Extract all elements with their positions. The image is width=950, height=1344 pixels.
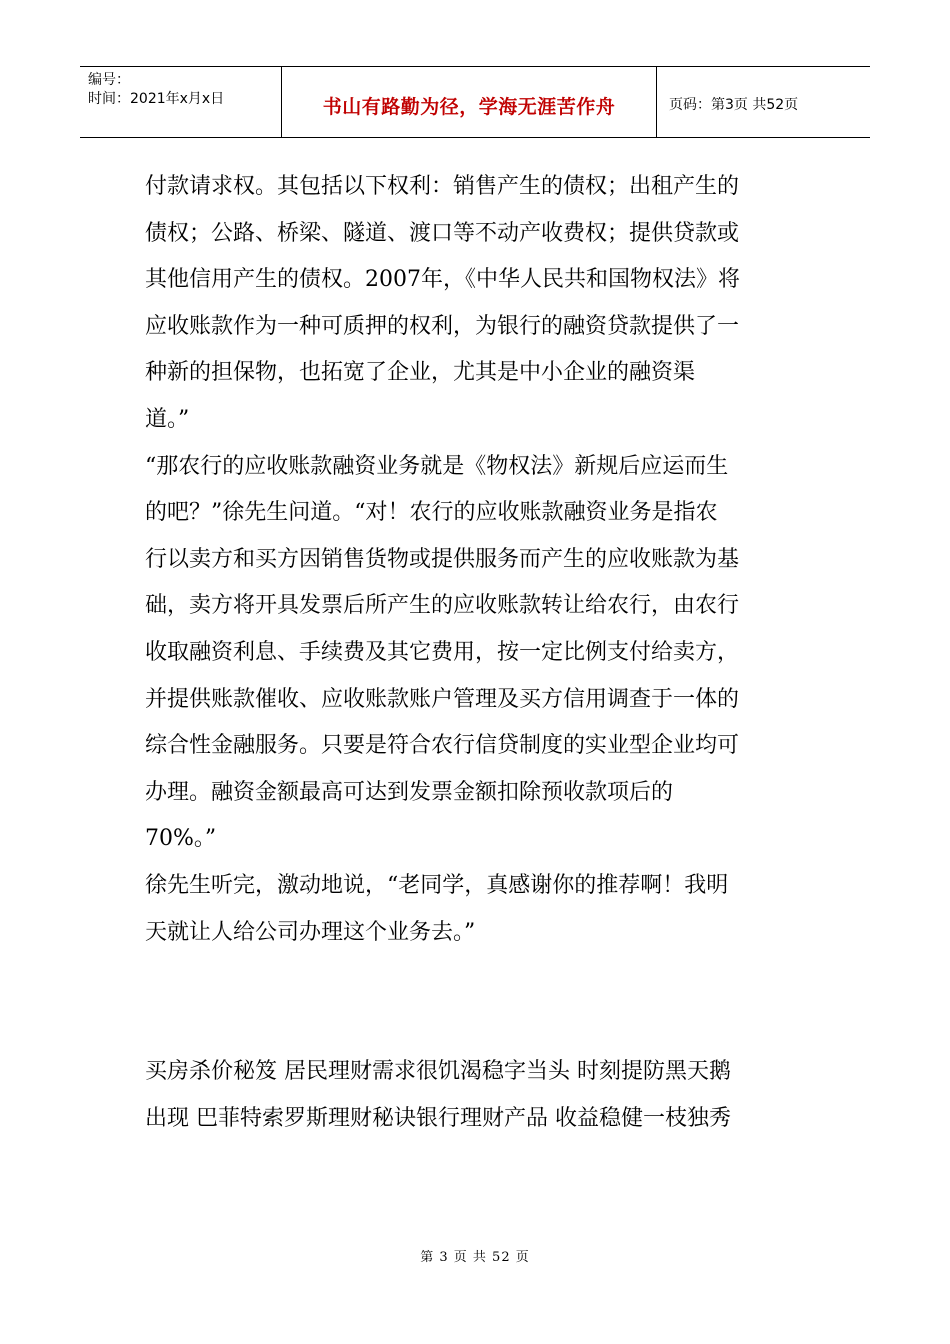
page-footer: 第 3 页 共 52 页 <box>420 1250 530 1265</box>
body-line: 并提供账款催收、应收账款账户管理及买方信用调查于一体的 <box>145 686 740 712</box>
page-header <box>80 66 870 138</box>
document-body <box>145 164 805 1142</box>
header-motto-cell <box>282 67 657 137</box>
body-line: 天就让人给公司办理这个业务去。” <box>145 919 476 945</box>
body-line: 其他信用产生的债权。2007年，《中华人民共和国物权法》将 <box>145 267 740 293</box>
related-articles-line: 买房杀价秘笈 居民理财需求很饥渴稳字当头 时刻提防黑天鹅 <box>145 1059 731 1085</box>
body-line: 债权；公路、桥梁、隧道、渡口等不动产收费权；提供贷款或 <box>145 220 740 246</box>
body-line: 础，卖方将开具发票后所产生的应收账款转让给农行，由农行 <box>145 593 740 619</box>
header-motto: 书山有路勤为径，学海无涯苦作舟 <box>322 95 616 118</box>
body-line: 70%。” <box>145 826 217 852</box>
body-line: 应收账款作为一种可质押的权利，为银行的融资贷款提供了一 <box>145 313 740 339</box>
body-line: “那农行的应收账款融资业务就是《物权法》新规后应运而生 <box>145 453 729 479</box>
section-spacer <box>145 956 805 1049</box>
related-articles-line: 出现 巴菲特索罗斯理财秘诀银行理财产品 收益稳健一枝独秀 <box>145 1105 731 1131</box>
body-line: 徐先生听完，激动地说，“老同学，真感谢你的推荐啊！我明 <box>145 872 729 898</box>
header-page-cell <box>657 67 870 137</box>
body-line: 收取融资利息、手续费及其它费用，按一定比例支付给卖方， <box>145 639 740 665</box>
header-page-info: 页码：第3页 共52页 <box>669 97 799 113</box>
body-line: 种新的担保物，也拓宽了企业，尤其是中小企业的融资渠 <box>145 360 696 386</box>
document-number-label: 编号： <box>88 72 130 88</box>
body-line: 行以卖方和买方因销售货物或提供服务而产生的应收账款为基 <box>145 546 740 572</box>
body-line: 综合性金融服务。只要是符合农行信贷制度的实业型企业均可 <box>145 733 740 759</box>
body-line: 办理。融资金额最高可达到发票金额扣除预收款项后的 <box>145 779 674 805</box>
body-line: 的吧？”徐先生问道。“对！农行的应收账款融资业务是指农 <box>145 500 718 526</box>
body-line: 道。” <box>145 406 190 432</box>
body-line: 付款请求权。其包括以下权利：销售产生的债权；出租产生的 <box>145 174 740 199</box>
header-meta <box>80 67 282 137</box>
document-date: 时间：2021年x月x日 <box>88 91 225 107</box>
